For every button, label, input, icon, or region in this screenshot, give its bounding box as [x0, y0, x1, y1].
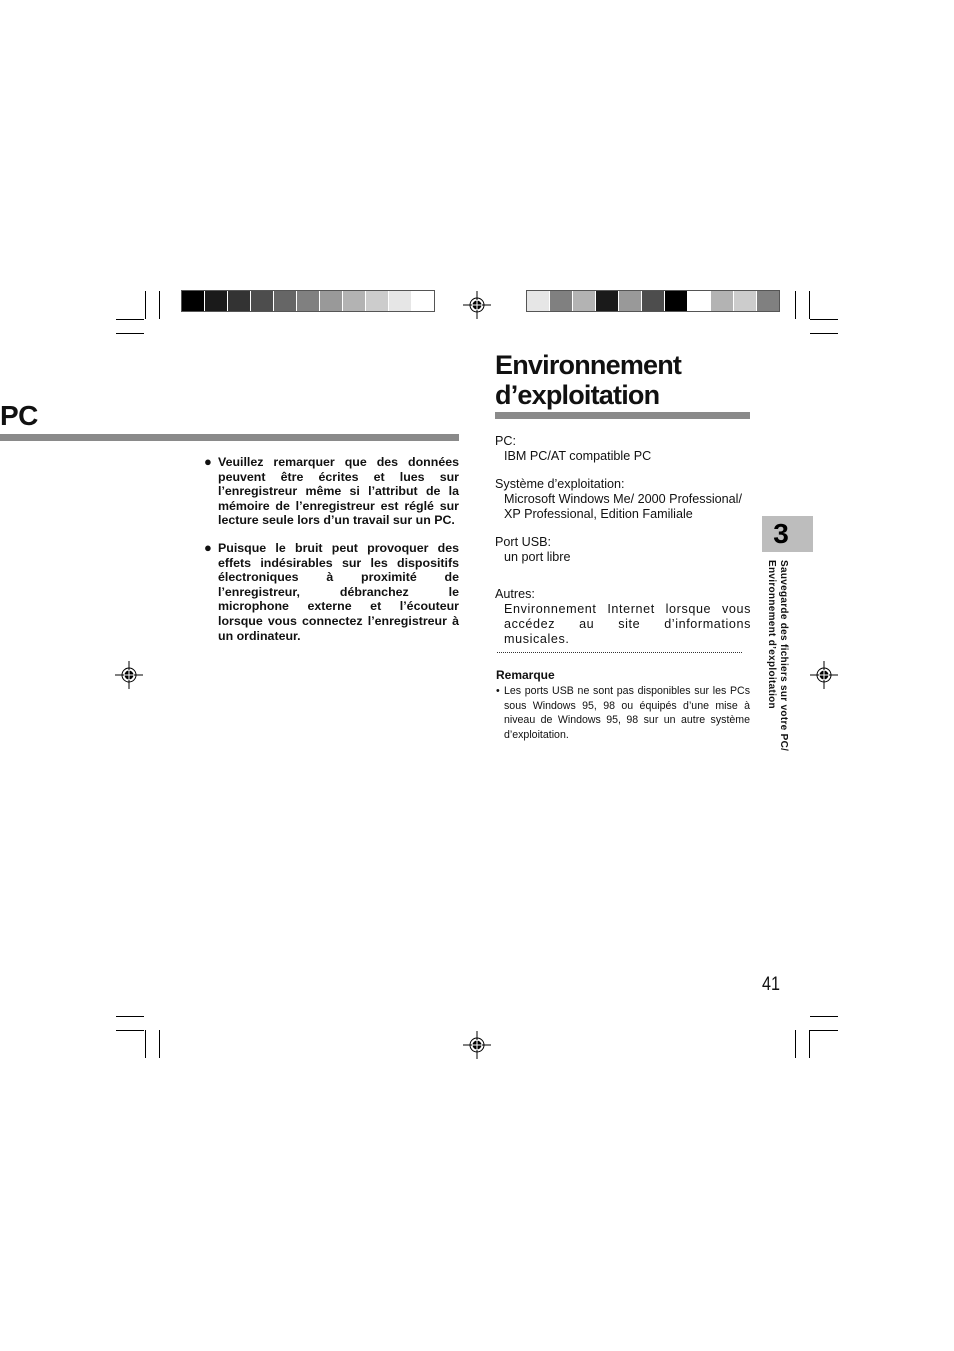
- color-swatch: [251, 291, 273, 311]
- crop-mark: [810, 1016, 838, 1017]
- spec-value: Microsoft Windows Me/ 2000 Professional/: [504, 492, 742, 506]
- crop-mark: [116, 1016, 144, 1017]
- bullet-text: Veuillez remarquer que des données peuvent être écrites et lues sur l’enregistreur même si l’attribut de la mémoire de l’enregistreur est réglé sur lecture seule lors d’un travail sur un PC.: [218, 455, 459, 528]
- color-swatch: [527, 291, 549, 311]
- bullet-marker: ●: [204, 454, 212, 469]
- title-rule: [495, 412, 750, 419]
- color-swatch: [389, 291, 411, 311]
- color-swatch: [688, 291, 710, 311]
- note-title: Remarque: [496, 668, 555, 682]
- bullet-text: Puisque le bruit peut provoquer des effets indésirables sur les dispositifs électroniques à proximité de l’enregistreur, débranchez le microphone externe et l’écouteur lorsque vous connectez l’enregistreur à un ordinateur.: [218, 541, 459, 643]
- color-swatch: [182, 291, 204, 311]
- bullet-item: [204, 541, 459, 643]
- spec-value: IBM PC/AT compatible PC: [504, 449, 652, 463]
- note-body: [496, 684, 750, 742]
- note-bullet: •: [496, 685, 500, 697]
- crop-mark: [145, 1030, 146, 1058]
- spec-label: PC:: [495, 434, 516, 448]
- spec-value: un port libre: [504, 550, 571, 564]
- spec-value: XP Professional, Edition Familiale: [504, 507, 693, 521]
- color-swatch: [573, 291, 595, 311]
- crop-mark: [116, 333, 144, 334]
- crop-mark: [116, 1030, 144, 1031]
- registration-target-icon: [810, 661, 838, 689]
- crop-mark: [810, 1030, 838, 1031]
- color-swatch: [550, 291, 572, 311]
- color-swatch: [274, 291, 296, 311]
- registration-target-icon: [463, 1031, 491, 1059]
- color-calibration-bar-right: [526, 290, 780, 312]
- spec-value: Environnement Internet lorsque vous accédez au site d’informations musicales.: [504, 602, 751, 646]
- color-swatch: [205, 291, 227, 311]
- chapter-side-title: [765, 560, 789, 751]
- page-title-line: Environnement: [495, 350, 682, 380]
- spec-os: [495, 477, 751, 522]
- crop-mark: [795, 1030, 796, 1058]
- registration-target-icon: [463, 291, 491, 319]
- color-swatch: [596, 291, 618, 311]
- crop-mark: [809, 1030, 810, 1058]
- spec-label: Autres:: [495, 587, 535, 601]
- spec-label: Port USB:: [495, 535, 551, 549]
- crop-mark: [159, 291, 160, 319]
- spec-label: Système d’exploitation:: [495, 477, 625, 491]
- section-rule: [0, 434, 459, 441]
- crop-mark: [159, 1030, 160, 1058]
- crop-mark: [145, 291, 146, 319]
- color-swatch: [297, 291, 319, 311]
- chapter-side-title-line: Environnement d’exploitation: [766, 560, 777, 709]
- color-swatch: [228, 291, 250, 311]
- color-calibration-bar-left: [181, 290, 435, 312]
- crop-mark: [116, 319, 144, 320]
- crop-mark: [810, 319, 838, 320]
- bullet-item: [204, 455, 459, 528]
- color-swatch: [757, 291, 779, 311]
- spec-usb: [495, 535, 751, 565]
- color-swatch: [320, 291, 342, 311]
- crop-mark: [795, 291, 796, 319]
- note-text: Les ports USB ne sont pas disponibles sur les PCs sous Windows 95, 98 ou équipés d’une mise à niveau de Windows 95, 98 sur un autre système d’exploitation.: [504, 685, 750, 741]
- color-swatch: [343, 291, 365, 311]
- page-number: 41: [762, 974, 780, 995]
- color-swatch: [734, 291, 756, 311]
- spec-pc: [495, 434, 751, 464]
- crop-mark: [809, 291, 810, 319]
- crop-mark: [810, 333, 838, 334]
- color-swatch: [642, 291, 664, 311]
- chapter-side-title-line: Sauvegarde des fichiers sur votre PC/: [778, 560, 789, 752]
- color-swatch: [711, 291, 733, 311]
- color-swatch: [366, 291, 388, 311]
- color-swatch: [665, 291, 687, 311]
- registration-target-icon: [115, 661, 143, 689]
- spec-other: [495, 587, 751, 647]
- section-heading-fragment: PC: [0, 400, 38, 431]
- page-title-line: d’exploitation: [495, 380, 660, 410]
- page-title: [495, 350, 681, 410]
- color-swatch: [412, 291, 434, 311]
- bullet-marker: ●: [204, 540, 212, 555]
- chapter-tab: [762, 516, 813, 552]
- note-separator: [497, 652, 742, 653]
- chapter-number: 3: [773, 518, 789, 549]
- color-swatch: [619, 291, 641, 311]
